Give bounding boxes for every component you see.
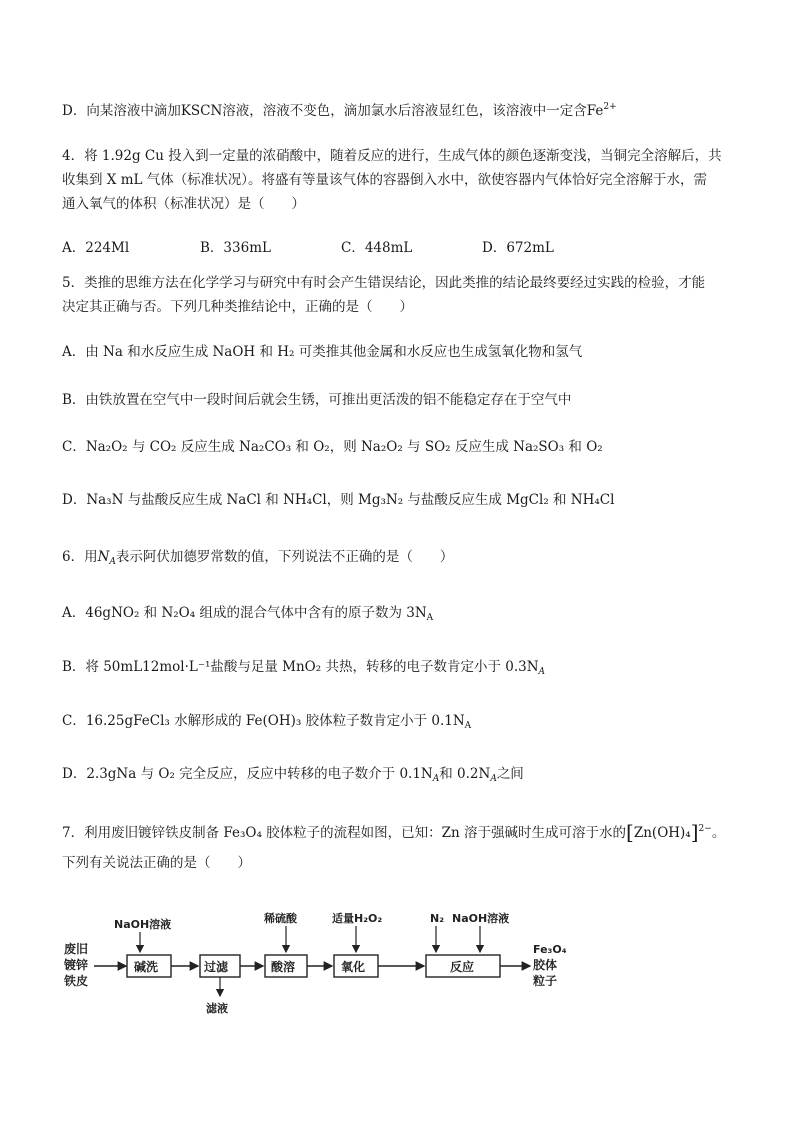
q4-option-d: D．672mL: [482, 240, 554, 256]
q6-option-c: [62, 712, 471, 735]
zincate-formula: Zn(OH)₄: [633, 825, 691, 841]
q5-option-c: C．Na₂O₂ 与 CO₂ 反应生成 Na₂CO₃ 和 O₂，则 Na₂O₂ 与 SO₂ 反应生成 Na₂SO₃ 和 O₂: [62, 439, 603, 455]
step-2-label: 过滤: [204, 960, 229, 974]
q6-option-a-text: A．46gNO₂ 和 N₂O₄ 组成的混合气体中含有的原子数为 3N: [62, 605, 427, 621]
q4-stem-line2: 收集到 X mL 气体（标准状况）。将盛有等量该气体的容器倒入水中，欲使容器内气体恰好完全溶解于水，需: [62, 172, 707, 188]
step-5-label: 反应: [450, 960, 475, 974]
right-bracket: ]: [690, 820, 699, 844]
product-label-3: 粒子: [533, 974, 558, 988]
q6-stem-suffix: 表示阿伏加德罗常数的值，下列说法不正确的是（ ）: [115, 549, 454, 565]
q5-option-d: D．Na₃N 与盐酸反应生成 NaCl 和 NH₄Cl，则 Mg₃N₂ 与盐酸反应生成 MgCl₂ 和 NH₄Cl: [62, 492, 615, 508]
q4-option-c: C．448mL: [341, 240, 413, 256]
q6-option-d: [62, 765, 524, 788]
reagent-4: 适量H₂O₂: [332, 912, 383, 925]
reagent-5b: NaOH溶液: [452, 912, 510, 925]
q7-stem-prefix: 7．利用废旧镀锌铁皮制备 Fe₃O₄ 胶体粒子的流程如图，已知：Zn 溶于强碱时生成可溶于水的: [62, 825, 627, 841]
step-4-label: 氧化: [341, 960, 366, 974]
q7-stem-line1: [62, 820, 725, 842]
q7-stem-end: 。: [711, 825, 726, 841]
q6-option-d-part1: D．2.3gNa 与 O₂ 完全反应，反应中转移的电子数介于 0.1N: [62, 766, 433, 782]
q5-stem-line1: 5．类推的思维方法在化学学习与研究中有时会产生错误结论，因此类推的结论最终要经过实践的检验，才能: [62, 275, 706, 291]
start-label-3: 铁皮: [64, 974, 89, 988]
q6-option-c-text: C．16.25gFeCl₃ 水解形成的 Fe(OH)₃ 胶体粒子数肯定小于 0.1N: [62, 713, 465, 729]
left-bracket: [: [626, 820, 634, 844]
product-label-2: 胶体: [533, 958, 558, 972]
q5-option-b: B．由铁放置在空气中一段时间后就会生锈，可推出更活泼的铝不能稳定存在于空气中: [62, 392, 572, 408]
q6-option-b-text: B．将 50mL12mol·L⁻¹盐酸与足量 MnO₂ 共热，转移的电子数肯定小于 0.3N: [62, 659, 539, 675]
q6-na-sub: A: [109, 557, 116, 567]
q6-option-d-mid: 和 0.2N: [439, 766, 491, 782]
q5-stem-line2: 决定其正确与否。下列几种类推结论中，正确的是（ ）: [62, 299, 413, 315]
q6-stem-prefix: 6．用: [62, 549, 98, 565]
reagent-1: NaOH溶液: [114, 918, 172, 931]
step-3-label: 酸溶: [271, 960, 296, 974]
filtrate-label: 滤液: [206, 1002, 228, 1015]
process-flow-diagram: [60, 910, 567, 1025]
product-label-1: Fe₃O₄: [533, 943, 567, 956]
q6-stem: [62, 548, 453, 571]
q6-option-b: [62, 658, 545, 681]
reagent-5a: N₂: [430, 912, 445, 925]
start-label-2: 镀锌: [64, 958, 89, 972]
reagent-3: 稀硫酸: [264, 912, 297, 925]
start-label-1: 废旧: [64, 942, 89, 956]
q6-option-c-sub: A: [464, 721, 472, 731]
fe-charge: 2+: [603, 102, 617, 112]
q6-option-d-sub1: A: [432, 774, 440, 784]
q4-option-b: B．336mL: [200, 240, 271, 256]
q3-option-d-text: D．向某溶液中滴加KSCN溶液，溶液不变色，滴加氯水后溶液显红色，该溶液中一定含Fe: [62, 103, 604, 119]
q5-option-a: A．由 Na 和水反应生成 NaOH 和 H₂ 可类推其他金属和水反应也生成氢氧化物和氢气: [62, 344, 583, 360]
q6-option-a-sub: A: [426, 613, 434, 623]
q4-stem-line1: 4．将 1.92g Cu 投入到一定量的浓硝酸中，随着反应的进行，生成气体的颜色逐渐变浅，当铜完全溶解后，共: [62, 148, 722, 164]
q4-stem-line3: 通入氧气的体积（标准状况）是（ ）: [62, 196, 305, 212]
step-1-label: 碱洗: [134, 960, 159, 974]
zincate-charge: 2−: [698, 824, 712, 834]
q6-option-d-sub2: A: [490, 774, 497, 784]
q6-option-d-end: 之间: [496, 766, 524, 782]
q6-option-a: [62, 604, 433, 627]
q3-option-d: [62, 98, 617, 120]
q7-stem-line2: 下列有关说法正确的是（ ）: [62, 855, 251, 871]
q6-option-b-sub: A: [538, 667, 546, 677]
q4-option-a: A．224Ml: [62, 240, 130, 256]
q6-na-symbol: N: [97, 549, 110, 565]
